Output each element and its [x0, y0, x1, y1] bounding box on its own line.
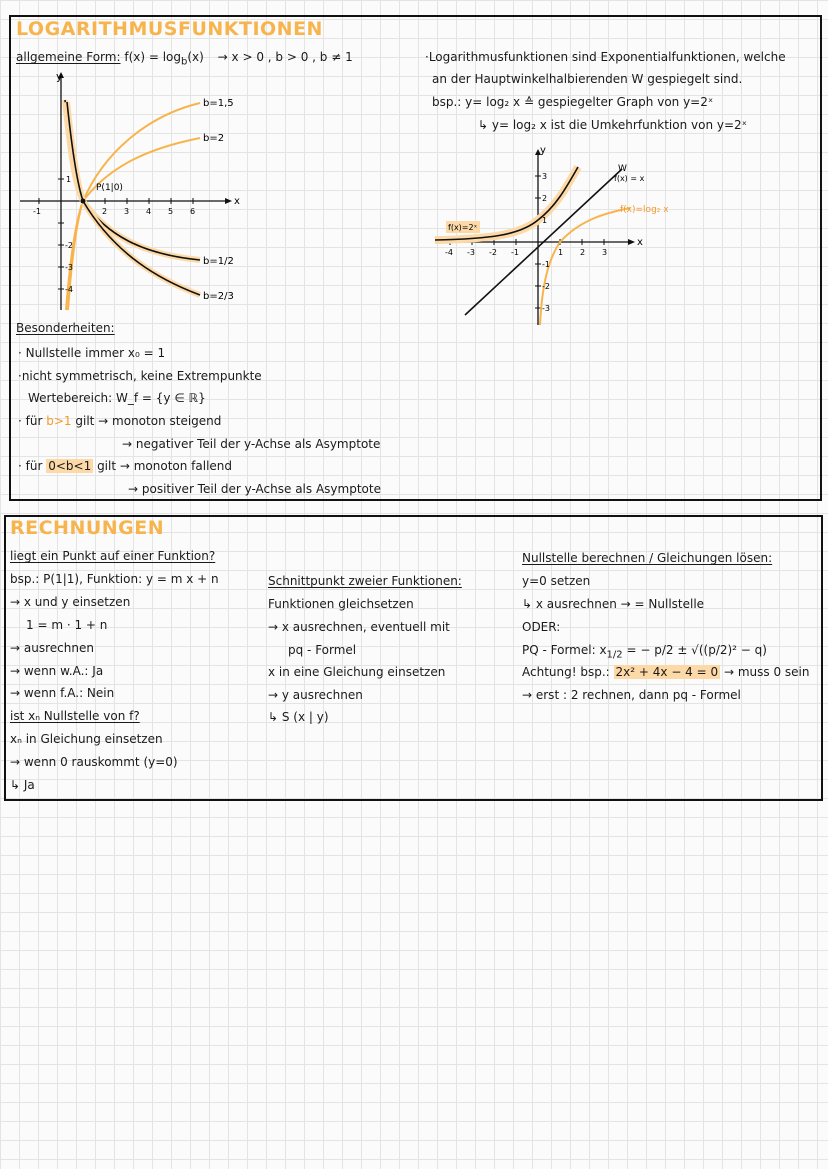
col2-line-1: → x ausrechnen, eventuell mit: [268, 620, 450, 634]
x-tick-4: 4: [146, 207, 152, 216]
bullet-symmetry: ·nicht symmetrisch, keine Extrempunkte: [18, 369, 262, 383]
col1-line-1: → x und y einsetzen: [10, 595, 131, 609]
bullet6-pre: · für: [18, 459, 43, 473]
graph2-y-label: y: [540, 145, 546, 156]
bullet-decreasing: [18, 459, 232, 474]
bullet4-pre: · für: [18, 414, 43, 428]
g2-x-tick-neg1: -1: [511, 248, 519, 257]
graph1-y-label: y: [56, 70, 63, 83]
attention-label: Achtung! bsp.:: [522, 665, 610, 679]
col1-line2-2: ↳ Ja: [10, 778, 35, 792]
col1-heading: liegt ein Punkt auf einer Funktion?: [10, 549, 216, 563]
general-formula: f(x) = log: [124, 50, 182, 64]
y-tick-neg4: -4: [65, 285, 73, 294]
g2-x-tick-neg3: -3: [467, 248, 475, 257]
x-tick-neg1: -1: [33, 207, 41, 216]
col1-line-0: bsp.: P(1|1), Funktion: y = m x + n: [10, 572, 219, 586]
bullet-neg-asymptote: → negativer Teil der y-Achse als Asymptote: [122, 437, 381, 451]
graph1-x-arrow: [225, 198, 232, 204]
g2-y-tick-neg3: -3: [542, 304, 550, 313]
g2-y-tick-neg2: -2: [542, 282, 550, 291]
col3-line-0: y=0 setzen: [522, 574, 591, 588]
pq-formula: [522, 643, 767, 662]
col2-line-2: pq - Formel: [288, 643, 357, 657]
right-text-2: an der Hauptwinkelhalbierenden W gespiegelt sind.: [432, 72, 743, 86]
g2-x-tick-2: 2: [580, 248, 586, 257]
col2-line-5: ↳ S (x | y): [268, 710, 329, 724]
col3-last-line: → erst : 2 rechnen, dann pq - Formel: [522, 688, 741, 702]
bullet6-post: gilt → monoton fallend: [97, 459, 233, 473]
col1-line-5: → wenn f.A.: Nein: [10, 686, 115, 700]
g2-y-tick-2: 2: [542, 194, 548, 203]
g2-y-tick-neg1: -1: [542, 260, 550, 269]
graph2-w-label: W: [618, 164, 627, 174]
col1-line2-1: → wenn 0 rauskommt (y=0): [10, 755, 178, 769]
y-tick-neg3: -3: [65, 263, 73, 272]
col2-line-4: → y ausrechnen: [268, 688, 363, 702]
attention-equation: 2x² + 4x − 4 = 0: [615, 665, 719, 679]
label-b-2: b=2: [203, 133, 225, 144]
y-tick-1: 1: [66, 175, 72, 184]
point-p: [81, 199, 86, 204]
curve-b-half-halo: [65, 100, 200, 260]
label-b-1-5: b=1,5: [203, 98, 234, 109]
col1-line-3: → ausrechnen: [10, 641, 94, 655]
col3-line-1: ↳ x ausrechnen → = Nullstelle: [522, 597, 705, 611]
col3-heading: Nullstelle berechnen / Gleichungen lösen:: [522, 551, 773, 565]
attention-post: → muss 0 sein: [723, 665, 810, 679]
col1-line-2: 1 = m · 1 + n: [26, 618, 108, 632]
g2-x-tick-3: 3: [602, 248, 608, 257]
graph2-x-arrow: [628, 239, 635, 245]
log-curve: [540, 208, 630, 325]
right-text-4: ↳ y= log₂ x ist die Umkehrfunktion von y=2ˣ: [478, 118, 748, 132]
col2-heading: Schnittpunkt zweier Funktionen:: [268, 574, 462, 588]
graph2-x-label: x: [637, 237, 643, 248]
x-tick-3: 3: [124, 207, 130, 216]
col2-line-0: Funktionen gleichsetzen: [268, 597, 414, 611]
graph2-exp-label: f(x)=2ˣ: [448, 223, 478, 232]
col1-line2-0: xₙ in Gleichung einsetzen: [10, 732, 163, 746]
bullet-pos-asymptote: → positiver Teil der y-Achse als Asymptote: [128, 482, 381, 496]
section2-title: RECHNUNGEN: [10, 517, 165, 539]
curve-b-half: [65, 100, 200, 260]
label-b-half: b=1/2: [203, 256, 234, 267]
general-form-label: allgemeine Form:: [16, 50, 121, 64]
curve-b-two-thirds-halo: [67, 102, 200, 295]
col1-heading2: ist xₙ Nullstelle von f?: [10, 709, 140, 723]
general-form: [16, 50, 353, 69]
log-graph: [20, 70, 280, 320]
graph2-fx-label: f(x) = x: [614, 174, 645, 183]
g2-y-tick-1: 1: [542, 216, 548, 225]
x-tick-5: 5: [168, 207, 174, 216]
special-heading: Besonderheiten:: [16, 321, 115, 335]
general-arg: (x): [187, 50, 204, 64]
col1-line-4: → wenn w.A.: Ja: [10, 664, 104, 678]
curve-b-two-thirds: [67, 102, 200, 295]
pq-expression: = − p/2 ± √((p/2)² − q): [626, 643, 767, 657]
right-text-3: bsp.: y= log₂ x ≙ gespiegelter Graph von y=2ˣ: [432, 95, 714, 109]
bullet-nullstelle: · Nullstelle immer x₀ = 1: [18, 346, 166, 360]
bullet6-cond: 0<b<1: [48, 459, 92, 473]
general-base: b: [181, 56, 188, 68]
bullet4-post: gilt → monoton steigend: [75, 414, 222, 428]
col3-line-2: ODER:: [522, 620, 561, 634]
graph1-point-label: P(1|0): [96, 183, 123, 193]
g2-x-tick-1: 1: [558, 248, 564, 257]
y-tick-neg2: -2: [65, 241, 73, 250]
pq-sub: 1/2: [606, 649, 623, 661]
pq-label: PQ - Formel: x: [522, 643, 607, 657]
graph2-log-label: f(x)=log₂ x: [620, 205, 669, 215]
exp-log-graph: [430, 145, 669, 330]
x-tick-6: 6: [190, 207, 196, 216]
graph1-x-label: x: [234, 196, 240, 207]
g2-x-tick-neg2: -2: [489, 248, 497, 257]
attention-line: [522, 665, 809, 680]
general-conditions: → x > 0 , b > 0 , b ≠ 1: [217, 50, 353, 64]
right-text-1: ·Logarithmusfunktionen sind Exponentialfunktionen, welche: [425, 50, 786, 64]
bullet-range: Wertebereich: W_f = {y ∈ ℝ}: [28, 391, 206, 405]
label-b-two-thirds: b=2/3: [203, 291, 234, 302]
section1-title: LOGARITHMUSFUNKTIONEN: [16, 18, 323, 40]
g2-x-tick-neg4: -4: [445, 248, 453, 257]
bullet4-cond: b>1: [46, 414, 72, 428]
g2-y-tick-3: 3: [542, 172, 548, 181]
bullet-increasing: [18, 414, 221, 429]
col2-line-3: x in eine Gleichung einsetzen: [268, 665, 446, 679]
x-tick-2: 2: [102, 207, 108, 216]
